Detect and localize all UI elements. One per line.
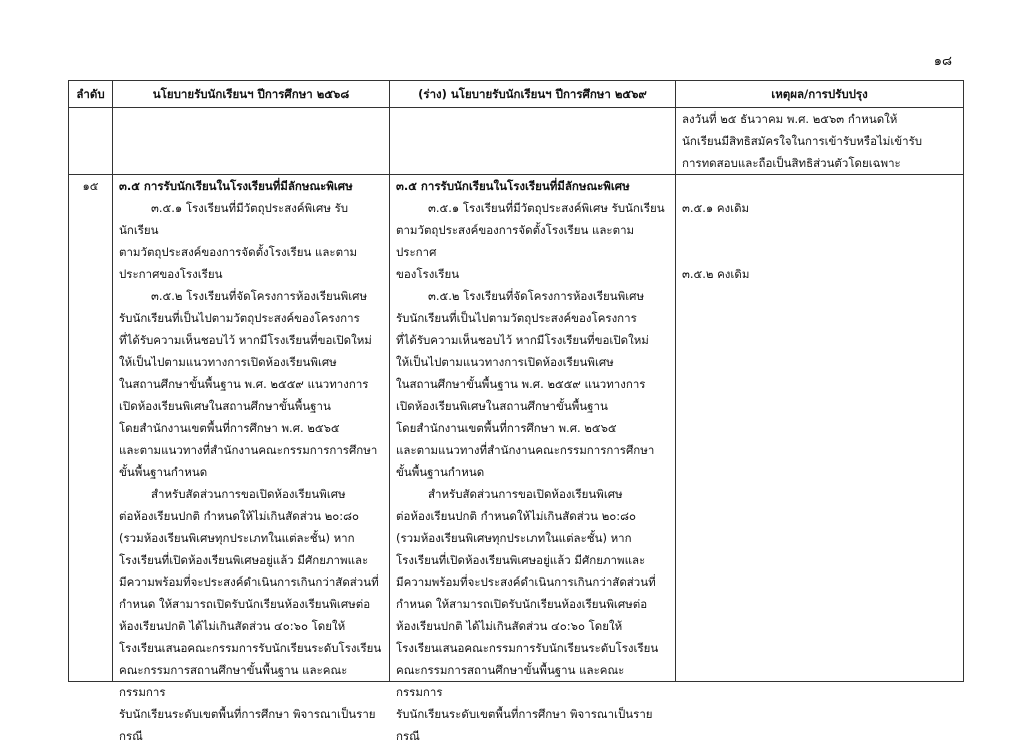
text-line: มีความพร้อมที่จะประสงค์ดำเนินการเกินกว่าสัดส่วนที่ [119,575,379,589]
text-line: โรงเรียนที่เปิดห้องเรียนพิเศษอยู่แล้ว มีศักยภาพและ [396,553,646,567]
text-line: โดยสำนักงานเขตพื้นที่การศึกษา พ.ศ. ๒๕๖๕ [119,421,340,435]
text-line: โรงเรียนเสนอคณะกรรมการรับนักเรียนระดับโรงเรียน [396,641,659,655]
text-line: โรงเรียนที่เปิดห้องเรียนพิเศษอยู่แล้ว มีศักยภาพและ [119,553,369,567]
reason-line: นักเรียนมีสิทธิสมัครใจในการเข้ารับหรือไม่เข้ารับ [682,134,923,148]
text-line: ๓.๕.๒ โรงเรียนที่จัดโครงการห้องเรียนพิเศษ [428,289,645,303]
text-line: รับนักเรียนระดับเขตพื้นที่การศึกษา พิจารณาเป็นรายกรณี [396,707,653,743]
text-line: ให้เป็นไปตามแนวทางการเปิดห้องเรียนพิเศษ [396,355,614,369]
text-line: ของโรงเรียน [396,267,460,281]
text-line: ในสถานศึกษาขั้นพื้นฐาน พ.ศ. ๒๕๕๙ แนวทางการ [396,377,646,391]
text-line: กำหนด ให้สามารถเปิดรับนักเรียนห้องเรียนพิเศษต่อ [119,597,371,611]
text-line: และตามแนวทางที่สำนักงานคณะกรรมการการศึกษา [396,443,655,457]
header-policy-2568: นโยบายรับนักเรียนฯ ปีการศึกษา ๒๕๖๘ [113,81,390,108]
text-line: รับนักเรียนที่เป็นไปตามวัตถุประสงค์ของโครงการ [396,311,637,325]
header-order: ลำดับ [69,81,113,108]
section-heading: ๓.๕ การรับนักเรียนในโรงเรียนที่มีลักษณะพิเศษ [119,179,353,193]
table-row-15 [69,175,964,682]
text-line: และตามแนวทางที่สำนักงานคณะกรรมการการศึกษา [119,443,378,457]
text-line: ตามวัตถุประสงค์ของการจัดตั้งโรงเรียน และตาม [119,245,358,259]
cell-draft-2569 [390,175,676,743]
text-line: รับนักเรียนที่เป็นไปตามวัตถุประสงค์ของโครงการ [119,311,360,325]
cell-draft-empty [390,108,676,175]
text-line: ๓.๕.๒ โรงเรียนที่จัดโครงการห้องเรียนพิเศษ [151,289,368,303]
cell-order: ๑๕ [69,175,113,682]
text-line: รับนักเรียนระดับเขตพื้นที่การศึกษา พิจารณาเป็นรายกรณี [119,707,376,743]
text-line: ห้องเรียนปกติ ได้ไม่เกินสัดส่วน ๔๐:๖๐ โดยให้ [119,619,346,633]
reason-line: การทดสอบและถือเป็นสิทธิส่วนตัวโดยเฉพาะ [682,156,901,170]
text-line: ตามวัตถุประสงค์ของการจัดตั้งโรงเรียน และตามประกาศ [396,223,635,259]
reason-line: ลงวันที่ ๒๕ ธันวาคม พ.ศ. ๒๕๖๓ กำหนดให้ [682,112,898,126]
text-line: ขั้นพื้นฐานกำหนด [119,465,208,479]
text-line: ๓.๕.๑ โรงเรียนที่มีวัตถุประสงค์พิเศษ รับนักเรียน [119,201,349,237]
policy-comparison-table [68,80,964,743]
table-row-continued [69,108,964,175]
cell-reason [676,175,964,682]
text-line: (รวมห้องเรียนพิเศษทุกประเภทในแต่ละชั้น) หาก [396,531,632,545]
text-line: คณะกรรมการสถานศึกษาขั้นพื้นฐาน และคณะกรรมการ [119,663,348,699]
text-line: คณะกรรมการสถานศึกษาขั้นพื้นฐาน และคณะกรรมการ [396,663,625,699]
text-line: ที่ได้รับความเห็นชอบไว้ หากมีโรงเรียนที่ขอเปิดใหม่ [396,333,649,347]
text-line: (รวมห้องเรียนพิเศษทุกประเภทในแต่ละชั้น) หาก [119,531,355,545]
text-line: ต่อห้องเรียนปกติ กำหนดให้ไม่เกินสัดส่วน ๒๐:๘๐ [119,509,360,523]
text-line: ประกาศของโรงเรียน [119,267,223,281]
cell-order-empty [69,108,113,175]
text-line: ห้องเรียนปกติ ได้ไม่เกินสัดส่วน ๔๐:๖๐ โดยให้ [396,619,623,633]
text-line: โดยสำนักงานเขตพื้นที่การศึกษา พ.ศ. ๒๕๖๕ [396,421,617,435]
text-line: ที่ได้รับความเห็นชอบไว้ หากมีโรงเรียนที่ขอเปิดใหม่ [119,333,372,347]
cell-policy-2568 [113,175,390,743]
text-line: กำหนด ให้สามารถเปิดรับนักเรียนห้องเรียนพิเศษต่อ [396,597,648,611]
cell-policy-empty [113,108,390,175]
text-line: สำหรับสัดส่วนการขอเปิดห้องเรียนพิเศษ [428,487,623,501]
reason-note: ๓.๕.๒ คงเดิม [682,267,750,281]
text-line: เปิดห้องเรียนพิเศษในสถานศึกษาขั้นพื้นฐาน [119,399,331,413]
reason-spacer [682,175,957,197]
header-draft-2569: (ร่าง) นโยบายรับนักเรียนฯ ปีการศึกษา ๒๕๖๙ [390,81,676,108]
text-line: ในสถานศึกษาขั้นพื้นฐาน พ.ศ. ๒๕๕๙ แนวทางการ [119,377,369,391]
text-line: เปิดห้องเรียนพิเศษในสถานศึกษาขั้นพื้นฐาน [396,399,608,413]
reason-spacer [682,219,957,241]
text-line: โรงเรียนเสนอคณะกรรมการรับนักเรียนระดับโรงเรียน [119,641,382,655]
reason-spacer [682,241,957,263]
reason-note: ๓.๕.๑ คงเดิม [682,201,750,215]
text-line: ต่อห้องเรียนปกติ กำหนดให้ไม่เกินสัดส่วน ๒๐:๘๐ [396,509,637,523]
text-line: ขั้นพื้นฐานกำหนด [396,465,485,479]
page-number: ๑๘ [933,54,952,69]
header-reason: เหตุผล/การปรับปรุง [676,81,964,108]
text-line: ๓.๕.๑ โรงเรียนที่มีวัตถุประสงค์พิเศษ รับนักเรียน [428,201,665,215]
section-heading: ๓.๕ การรับนักเรียนในโรงเรียนที่มีลักษณะพิเศษ [396,179,630,193]
table-header-row [69,81,964,108]
text-line: ให้เป็นไปตามแนวทางการเปิดห้องเรียนพิเศษ [119,355,337,369]
text-line: มีความพร้อมที่จะประสงค์ดำเนินการเกินกว่าสัดส่วนที่ [396,575,656,589]
cell-reason-continued [676,108,964,175]
text-line: สำหรับสัดส่วนการขอเปิดห้องเรียนพิเศษ [151,487,346,501]
